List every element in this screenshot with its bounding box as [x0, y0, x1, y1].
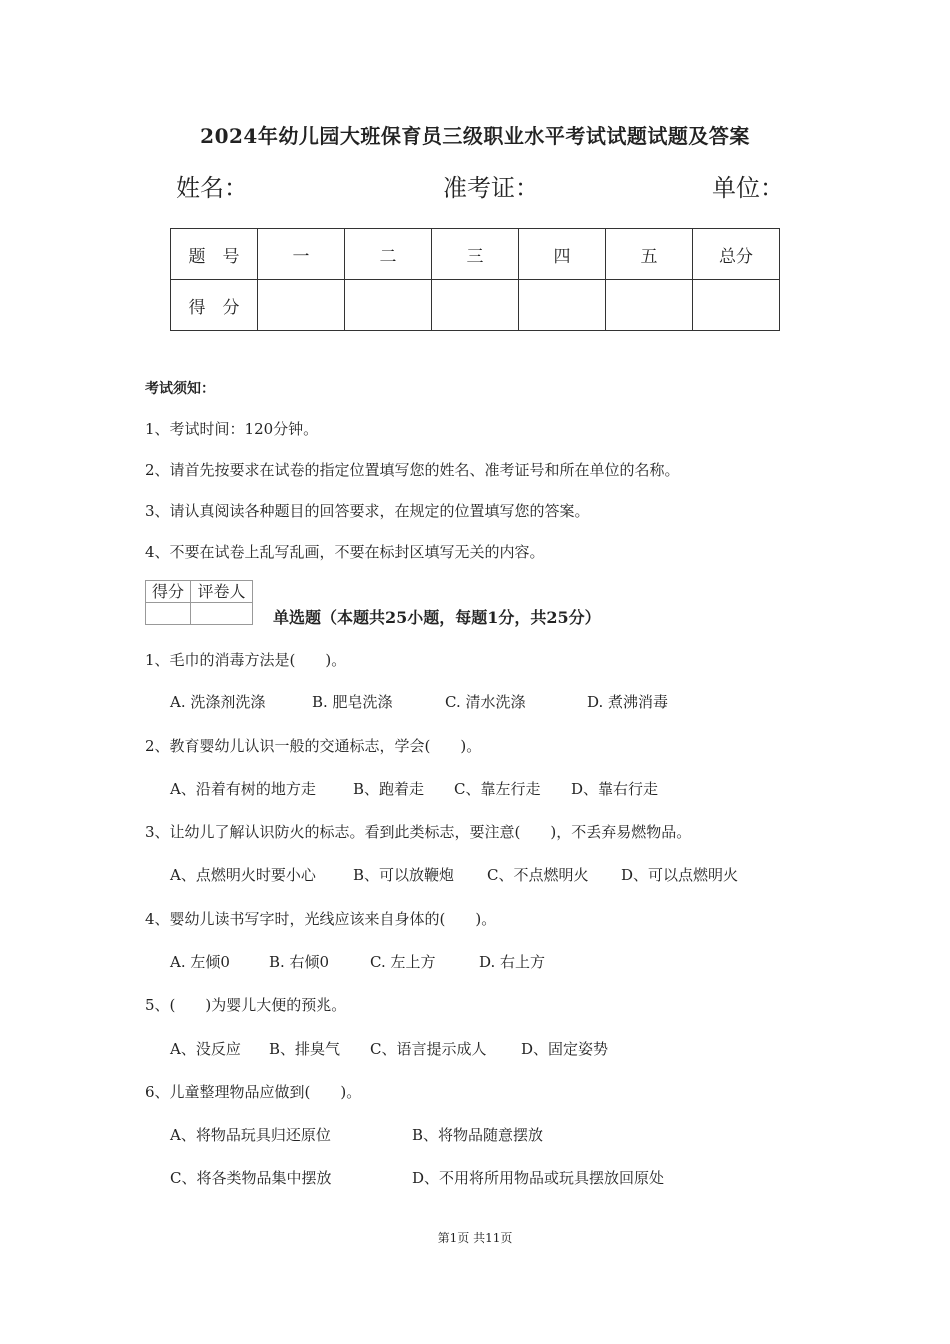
- question-option: B、将物品随意摆放: [412, 1126, 544, 1144]
- grader-reviewer-label: 评卷人: [191, 581, 253, 603]
- question-option: D、不用将所用物品或玩具摆放回原处: [412, 1169, 665, 1187]
- question-option: A. 洗涤剂洗涤: [170, 693, 266, 711]
- question-option: A、将物品玩具归还原位: [170, 1126, 331, 1144]
- unit-label: 单位：: [712, 174, 784, 202]
- score-table-cell: 三: [432, 229, 519, 280]
- question-option: C、靠左行走: [454, 780, 541, 798]
- notice-heading: 考试须知：: [145, 381, 215, 397]
- question-stem: 4、婴幼儿读书写字时，光线应该来自身体的( )。: [145, 910, 497, 928]
- question-option: D. 右上方: [479, 953, 546, 971]
- question-stem: 3、让幼儿了解认识防火的标志。看到此类标志，要注意( )，不丢弃易燃物品。: [145, 823, 692, 841]
- score-entry-cell: [432, 280, 519, 331]
- question-option: C. 清水洗涤: [445, 693, 526, 711]
- page-number: 第1页 共11页: [437, 1231, 513, 1245]
- exam-id-label: 准考证：: [443, 174, 539, 202]
- notice-item: 4、不要在试卷上乱写乱画，不要在标封区填写无关的内容。: [145, 543, 545, 561]
- score-entry-cell: [519, 280, 606, 331]
- score-table-cell: 题 号: [171, 229, 258, 280]
- question-option: A、沿着有树的地方走: [170, 780, 316, 798]
- question-option: A、没反应: [170, 1040, 241, 1058]
- grader-score-label: 得分: [146, 581, 191, 603]
- score-table-cell: 五: [606, 229, 693, 280]
- score-table-cell: 总分: [693, 229, 780, 280]
- score-entry-cell: [345, 280, 432, 331]
- question-option: B、排臭气: [269, 1040, 341, 1058]
- question-option: C、将各类物品集中摆放: [170, 1169, 332, 1187]
- grader-box: [145, 580, 253, 625]
- grader-reviewer-cell: [191, 603, 253, 625]
- question-option: D、靠右行走: [571, 780, 659, 798]
- name-label: 姓名：: [176, 174, 248, 202]
- question-option: C. 左上方: [370, 953, 436, 971]
- score-table: [170, 228, 780, 331]
- question-stem: 1、毛巾的消毒方法是( )。: [145, 651, 347, 669]
- question-option: A. 左倾0: [170, 953, 230, 971]
- question-option: B. 肥皂洗涤: [312, 693, 393, 711]
- question-option: D. 煮沸消毒: [587, 693, 669, 711]
- question-option: D、可以点燃明火: [621, 866, 739, 884]
- question-option: C、不点燃明火: [487, 866, 589, 884]
- score-table-cell: 一: [258, 229, 345, 280]
- score-table-score-row: [171, 280, 780, 331]
- question-stem: 2、教育婴幼儿认识一般的交通标志，学会( )。: [145, 737, 482, 755]
- notice-item: 3、请认真阅读各种题目的回答要求，在规定的位置填写您的答案。: [145, 502, 590, 520]
- score-table-cell: 得 分: [171, 280, 258, 331]
- question-option: B、跑着走: [353, 780, 425, 798]
- grader-score-cell: [146, 603, 191, 625]
- question-stem: 6、儿童整理物品应做到( )。: [145, 1083, 362, 1101]
- score-table-cell: 四: [519, 229, 606, 280]
- score-table-cell: 二: [345, 229, 432, 280]
- score-entry-cell: [693, 280, 780, 331]
- page-title: 2024年幼儿园大班保育员三级职业水平考试试题试题及答案: [200, 124, 750, 148]
- question-option: C、语言提示成人: [370, 1040, 487, 1058]
- score-entry-cell: [606, 280, 693, 331]
- question-option: B、可以放鞭炮: [353, 866, 455, 884]
- section-title: 单选题（本题共25小题，每题1分，共25分）: [273, 608, 601, 627]
- notice-item: 1、考试时间：120分钟。: [145, 420, 319, 438]
- question-option: A、点燃明火时要小心: [170, 866, 316, 884]
- score-table-header-row: [171, 229, 780, 280]
- question-option: B. 右倾0: [269, 953, 330, 971]
- notice-item: 2、请首先按要求在试卷的指定位置填写您的姓名、准考证号和所在单位的名称。: [145, 461, 680, 479]
- score-entry-cell: [258, 280, 345, 331]
- question-stem: 5、( )为婴儿大便的预兆。: [145, 996, 347, 1014]
- question-option: D、固定姿势: [521, 1040, 609, 1058]
